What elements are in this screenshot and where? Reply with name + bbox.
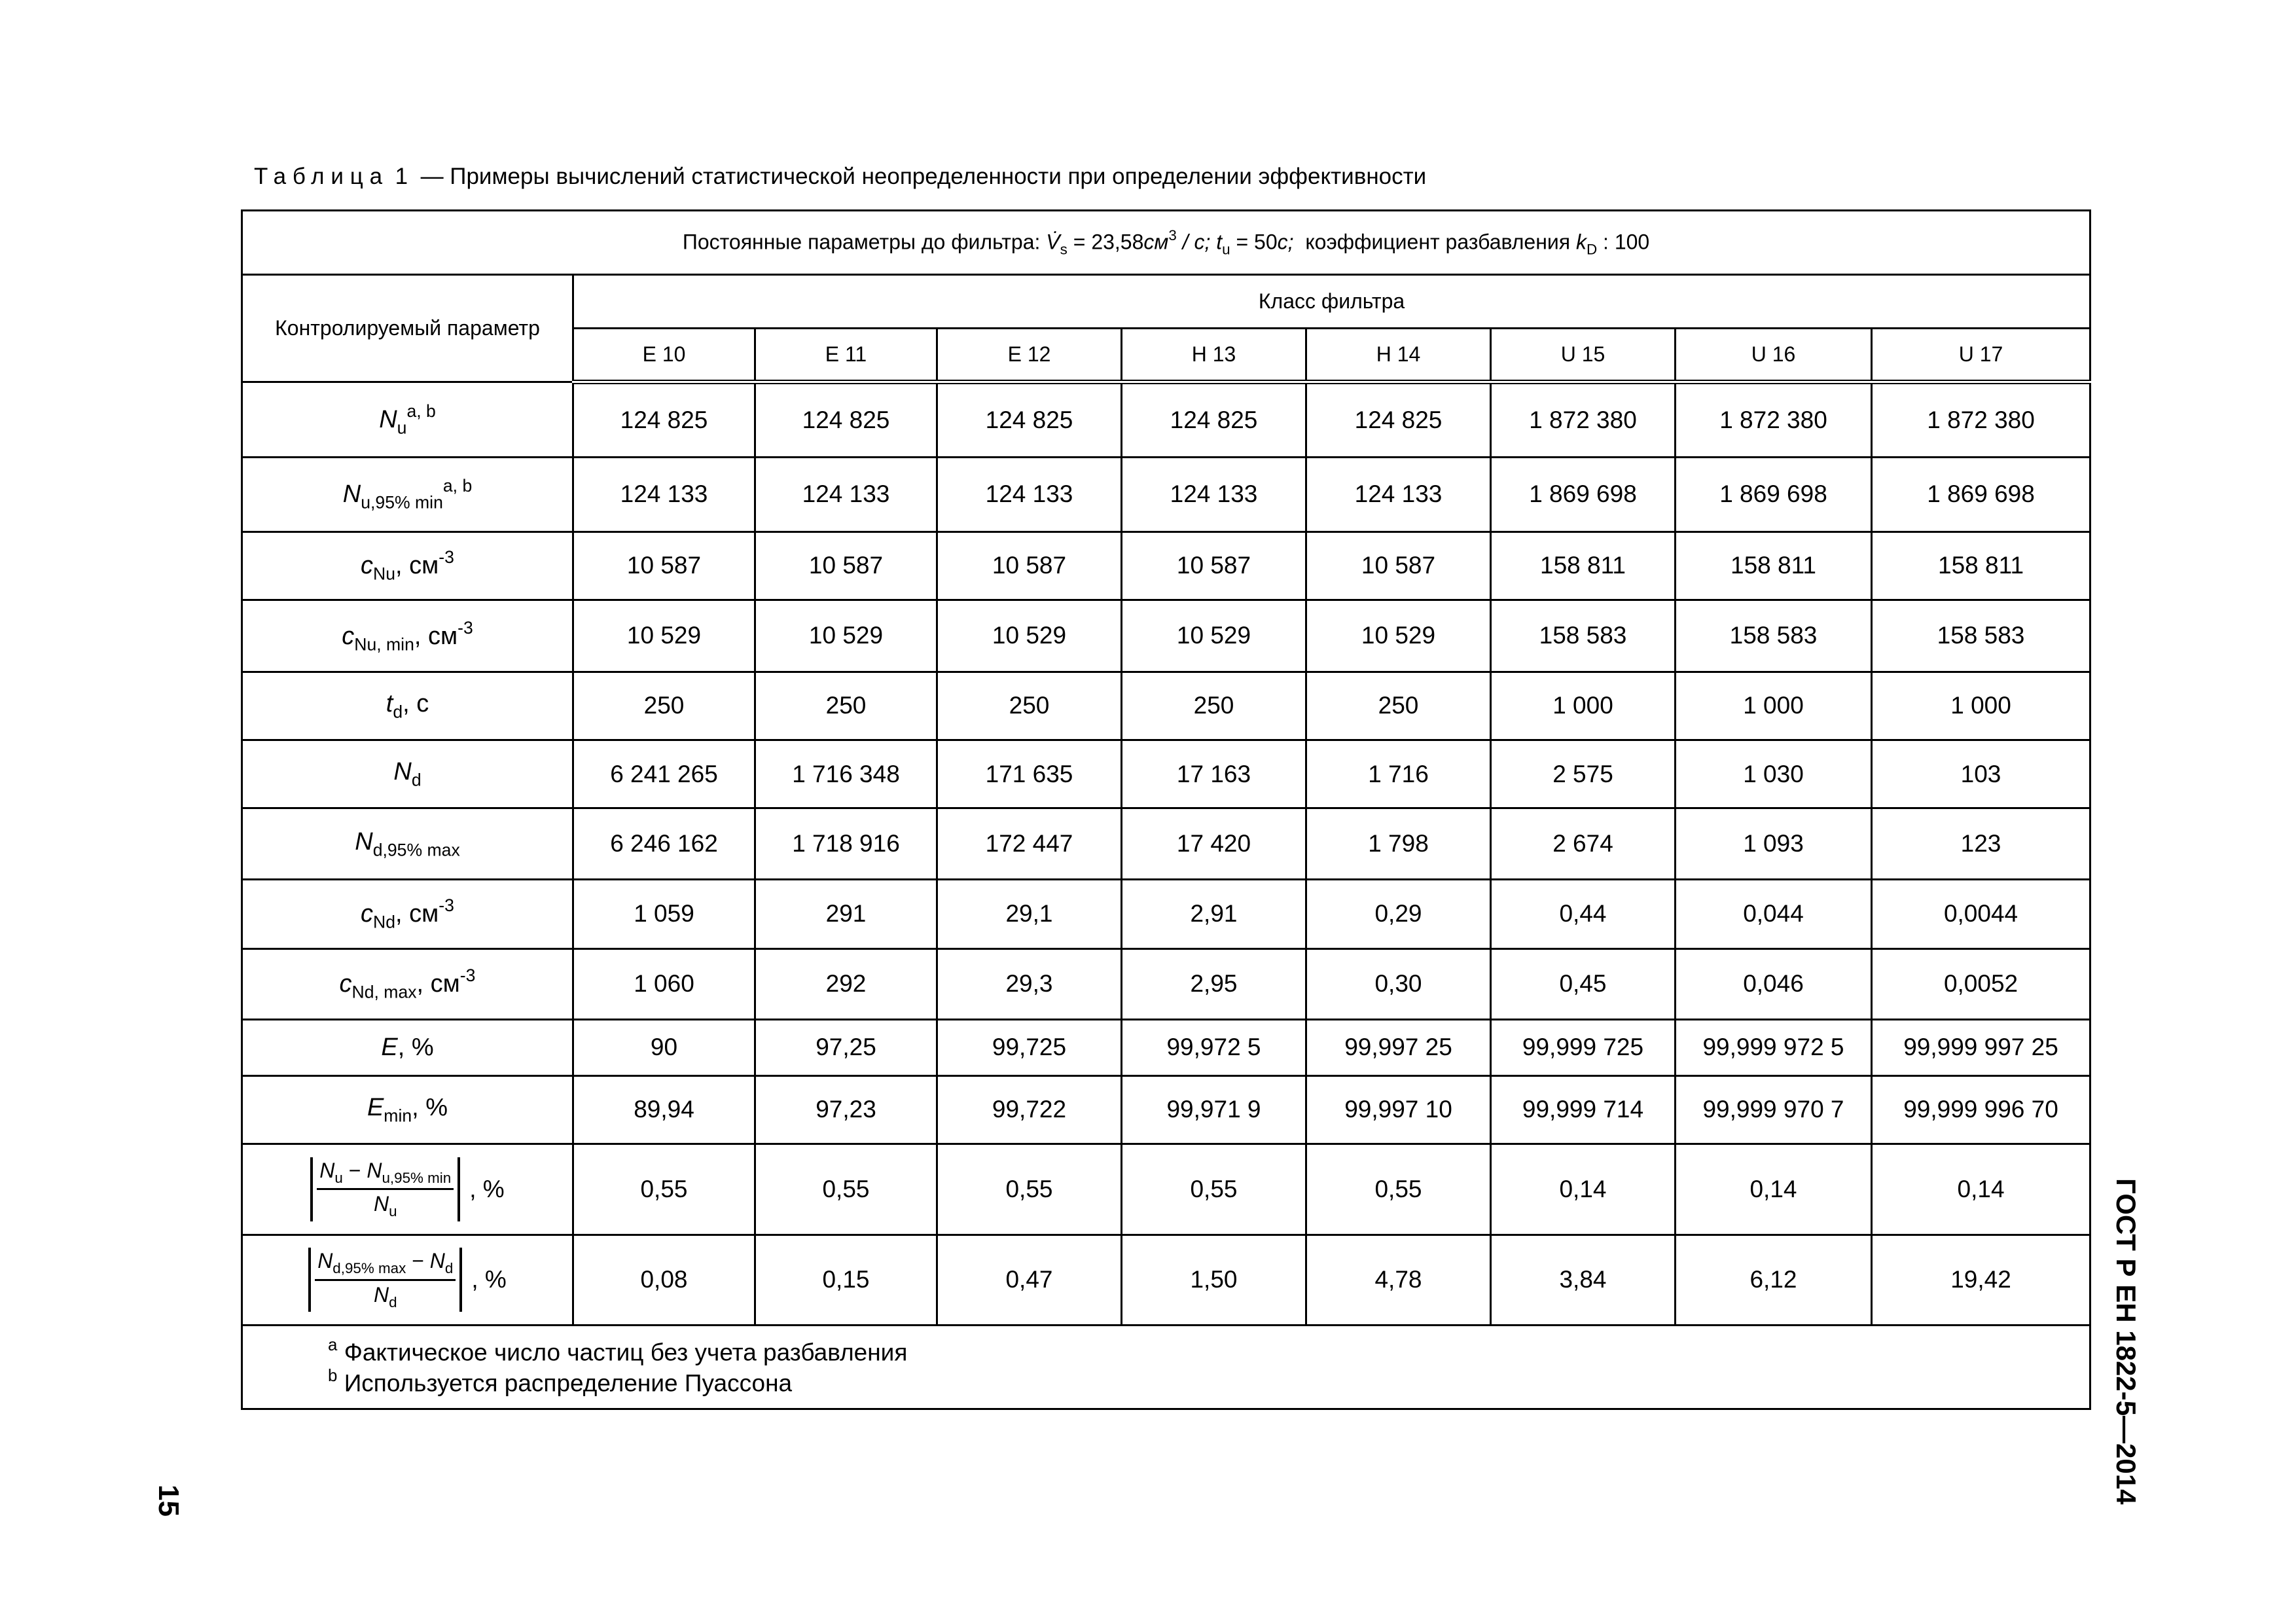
class-e11: E 11 xyxy=(755,329,937,382)
table-cell: 0,55 xyxy=(1306,1144,1491,1235)
row-subscript: Nu, min xyxy=(354,634,414,654)
ratio-fraction xyxy=(315,1249,456,1310)
row-label-cell xyxy=(242,532,573,600)
table-cell: 0,044 xyxy=(1676,879,1872,948)
table-cell: 1 093 xyxy=(1676,808,1872,879)
row-footnote-ref: a, b xyxy=(442,476,473,496)
footnote-a xyxy=(328,1336,2089,1367)
table-caption xyxy=(254,164,1426,190)
row-unit: , % xyxy=(397,1033,434,1061)
table-cell: 1,50 xyxy=(1122,1235,1306,1325)
row-subscript: d,95% max xyxy=(372,839,460,859)
table-cell: 1 030 xyxy=(1676,740,1872,808)
table-cell: 17 420 xyxy=(1122,808,1306,879)
caption-number: 1 xyxy=(395,164,414,189)
row-unit: , см xyxy=(416,970,460,998)
row-label xyxy=(361,895,454,932)
table-cell: 250 xyxy=(755,672,937,740)
table-cell: 250 xyxy=(1306,672,1491,740)
table-cell: 10 529 xyxy=(755,600,937,672)
table-cell: 1 872 380 xyxy=(1676,382,1872,457)
row-label xyxy=(342,476,473,513)
t-sub: u xyxy=(1222,241,1230,258)
row-symbol: E xyxy=(381,1033,398,1061)
abs-bar-right xyxy=(459,1248,462,1312)
abs-bar-right xyxy=(457,1157,460,1221)
table-cell: 0,55 xyxy=(1122,1144,1306,1235)
footnote-b-mark: b xyxy=(328,1367,338,1386)
table-row xyxy=(242,1076,2090,1144)
row-subscript: u xyxy=(397,418,407,438)
row-symbol: c xyxy=(361,552,374,580)
table-cell: 6,12 xyxy=(1676,1235,1872,1325)
row-label-cell xyxy=(242,948,573,1019)
table-cell: 99,999 725 xyxy=(1491,1019,1676,1075)
table-cell: 99,997 10 xyxy=(1306,1076,1491,1144)
row-label-cell xyxy=(242,808,573,879)
table-cell: 1 718 916 xyxy=(755,808,937,879)
row-symbol: c xyxy=(339,970,352,998)
row-label-cell xyxy=(242,1019,573,1075)
class-u16: U 16 xyxy=(1676,329,1872,382)
class-h14: H 14 xyxy=(1306,329,1491,382)
row-label xyxy=(355,827,460,859)
table-cell: 99,999 972 5 xyxy=(1676,1019,1872,1075)
ratio-unit: , % xyxy=(469,1175,505,1202)
k-symbol: k xyxy=(1575,230,1587,254)
table-cell: 99,999 996 70 xyxy=(1872,1076,2090,1144)
table-cell: 10 587 xyxy=(573,532,755,600)
table-cell: 2 575 xyxy=(1491,740,1676,808)
table-cell: 97,25 xyxy=(755,1019,937,1075)
table-row xyxy=(242,382,2090,457)
row-unit: , с xyxy=(403,690,429,718)
param-header: Контролируемый параметр xyxy=(242,275,573,382)
table-cell: 89,94 xyxy=(573,1076,755,1144)
ratio-formula xyxy=(308,1248,507,1312)
t-symbol: t xyxy=(1216,230,1223,254)
t-unit: с; xyxy=(1277,230,1294,254)
table-cell: 0,15 xyxy=(755,1235,937,1325)
table-cell: 1 872 380 xyxy=(1872,382,2090,457)
v-unit: см xyxy=(1143,230,1169,254)
table-cell: 0,55 xyxy=(573,1144,755,1235)
table-cell: 124 825 xyxy=(573,382,755,457)
efficiency-table xyxy=(241,209,2091,1410)
table-cell: 0,55 xyxy=(937,1144,1122,1235)
ratio-numerator xyxy=(315,1249,456,1281)
table-cell: 250 xyxy=(573,672,755,740)
row-label-cell xyxy=(242,600,573,672)
table-cell: 99,722 xyxy=(937,1076,1122,1144)
row-unit: , см xyxy=(395,900,439,928)
table-cell: 103 xyxy=(1872,740,2090,808)
row-subscript: Nd xyxy=(373,912,396,932)
row-subscript: d xyxy=(393,702,403,722)
table-cell: 99,997 25 xyxy=(1306,1019,1491,1075)
table-cell: 99,999 970 7 xyxy=(1676,1076,1872,1144)
row-label-cell xyxy=(242,382,573,457)
row-subscript: u,95% min xyxy=(361,492,443,513)
class-u15: U 15 xyxy=(1491,329,1676,382)
class-header: Класс фильтра xyxy=(573,275,2090,329)
ratio-formula xyxy=(310,1157,504,1221)
row-unit-exponent: -3 xyxy=(459,965,476,986)
row-subscript: Nu xyxy=(373,564,396,584)
table-row xyxy=(242,948,2090,1019)
table-row xyxy=(242,600,2090,672)
table-footnotes xyxy=(242,1325,2090,1409)
caption-word: Таблица xyxy=(254,164,389,189)
table-row xyxy=(242,808,2090,879)
caption-text: — Примеры вычислений статистической неопределенности при определении эффективности xyxy=(420,164,1427,189)
row-label-cell xyxy=(242,1076,573,1144)
row-symbol: c xyxy=(361,900,374,928)
abs-bar-left xyxy=(308,1248,311,1312)
table-cell: 0,44 xyxy=(1491,879,1676,948)
table-cell: 1 059 xyxy=(573,879,755,948)
row-label-cell xyxy=(242,1235,573,1325)
denominator-symbol: N xyxy=(373,1192,389,1216)
table-body xyxy=(242,382,2090,1144)
row-label xyxy=(393,758,422,790)
table-cell: 99,972 5 xyxy=(1122,1019,1306,1075)
table-cell: 2,95 xyxy=(1122,948,1306,1019)
table-cell: 0,08 xyxy=(573,1235,755,1325)
row-label xyxy=(367,1094,448,1126)
row-label xyxy=(342,617,473,654)
table-cell: 29,3 xyxy=(937,948,1122,1019)
table-cell: 158 583 xyxy=(1872,600,2090,672)
table-cell: 250 xyxy=(937,672,1122,740)
table-cell: 0,046 xyxy=(1676,948,1872,1019)
row-unit-exponent: -3 xyxy=(439,895,454,916)
numerator-sub-a: d,95% max xyxy=(332,1259,406,1276)
table-cell: 1 869 698 xyxy=(1491,457,1676,532)
table-cell: 0,45 xyxy=(1491,948,1676,1019)
table-cell: 4,78 xyxy=(1306,1235,1491,1325)
row-label xyxy=(386,690,429,722)
v-sub: s xyxy=(1060,241,1067,258)
dilution-label: коэффициент разбавления xyxy=(1305,230,1571,254)
k-sub: D xyxy=(1586,241,1598,258)
table-cell: 10 587 xyxy=(1306,532,1491,600)
table-cell: 19,42 xyxy=(1872,1235,2090,1325)
row-unit-exponent: -3 xyxy=(457,617,473,638)
row-symbol: E xyxy=(367,1094,384,1122)
v-symbol: V̇ xyxy=(1046,230,1060,254)
table-cell: 0,29 xyxy=(1306,879,1491,948)
table-cell: 6 241 265 xyxy=(573,740,755,808)
ratio-denominator xyxy=(374,1190,397,1220)
standard-designation: ГОСТ Р ЕН 1822-5—2014 xyxy=(2111,1178,2142,1505)
row-label xyxy=(379,401,436,438)
table-cell: 124 825 xyxy=(1306,382,1491,457)
table-cell: 90 xyxy=(573,1019,755,1075)
table-cell: 17 163 xyxy=(1122,740,1306,808)
table-cell: 1 716 348 xyxy=(755,740,937,808)
ratio-numerator xyxy=(317,1159,454,1191)
table-row xyxy=(242,457,2090,532)
table-cell: 291 xyxy=(755,879,937,948)
row-symbol: N xyxy=(379,406,397,434)
table-cell: 124 133 xyxy=(1306,457,1491,532)
denominator-sub: u xyxy=(389,1203,397,1220)
params-prefix: Постоянные параметры до фильтра: xyxy=(682,230,1041,254)
table-cell: 158 583 xyxy=(1676,600,1872,672)
table-cell: 99,725 xyxy=(937,1019,1122,1075)
table-cell: 158 811 xyxy=(1676,532,1872,600)
row-label-cell xyxy=(242,457,573,532)
table-cell: 124 133 xyxy=(755,457,937,532)
table-cell: 29,1 xyxy=(937,879,1122,948)
table-cell: 99,999 714 xyxy=(1491,1076,1676,1144)
class-h13: H 13 xyxy=(1122,329,1306,382)
table-cell: 1 872 380 xyxy=(1491,382,1676,457)
class-u17: U 17 xyxy=(1872,329,2090,382)
table-cell: 3,84 xyxy=(1491,1235,1676,1325)
table-cell: 99,999 997 25 xyxy=(1872,1019,2090,1075)
table-cell: 10 587 xyxy=(755,532,937,600)
ratio-denominator xyxy=(374,1281,397,1311)
numerator-sub-b: d xyxy=(444,1259,454,1276)
table-cell: 10 529 xyxy=(937,600,1122,672)
table-cell: 2 674 xyxy=(1491,808,1676,879)
row-symbol: N xyxy=(393,758,412,786)
row-label xyxy=(339,965,476,1002)
table-cell: 171 635 xyxy=(937,740,1122,808)
row-unit: , % xyxy=(412,1094,448,1122)
row-subscript: min xyxy=(384,1106,412,1126)
row-footnote-ref: a, b xyxy=(406,401,436,422)
table-ratio-body xyxy=(242,1144,2090,1325)
table-cell: 6 246 162 xyxy=(573,808,755,879)
k-value: : 100 xyxy=(1603,230,1650,254)
table-cell: 0,0044 xyxy=(1872,879,2090,948)
abs-bar-left xyxy=(310,1157,313,1221)
numerator-sub-b: u,95% min xyxy=(382,1169,452,1186)
table-cell: 123 xyxy=(1872,808,2090,879)
table-cell: 1 798 xyxy=(1306,808,1491,879)
row-symbol: N xyxy=(355,827,373,856)
footnote-a-mark: a xyxy=(328,1336,338,1355)
numerator-sub-a: u xyxy=(334,1169,343,1186)
page-number: 15 xyxy=(152,1485,185,1517)
table-cell: 1 000 xyxy=(1676,672,1872,740)
v-unit-tail: / с; xyxy=(1182,230,1211,254)
t-value: = 50 xyxy=(1236,230,1278,254)
table-row xyxy=(242,1235,2090,1325)
table-cell: 10 529 xyxy=(1306,600,1491,672)
table-row xyxy=(242,879,2090,948)
constant-params-row xyxy=(242,211,2090,275)
numerator-symbol-a: N xyxy=(317,1249,333,1273)
table-cell: 1 716 xyxy=(1306,740,1491,808)
table-cell: 1 000 xyxy=(1491,672,1676,740)
row-symbol: c xyxy=(342,622,355,650)
table-cell: 124 825 xyxy=(937,382,1122,457)
footnote-b-text: Используется распределение Пуассона xyxy=(344,1369,793,1397)
class-e10: E 10 xyxy=(573,329,755,382)
table-cell: 0,55 xyxy=(755,1144,937,1235)
denominator-symbol: N xyxy=(373,1282,389,1307)
table-cell: 158 583 xyxy=(1491,600,1676,672)
table-cell: 1 000 xyxy=(1872,672,2090,740)
table-row xyxy=(242,1144,2090,1235)
row-symbol: N xyxy=(342,480,361,509)
row-unit: , см xyxy=(414,622,458,650)
table-row xyxy=(242,532,2090,600)
numerator-symbol-b: N xyxy=(367,1158,382,1182)
table-cell: 10 587 xyxy=(1122,532,1306,600)
table-cell: 10 529 xyxy=(573,600,755,672)
table-row xyxy=(242,740,2090,808)
ratio-unit: , % xyxy=(471,1265,507,1293)
table-cell: 97,23 xyxy=(755,1076,937,1144)
table-cell: 1 869 698 xyxy=(1676,457,1872,532)
table-cell: 0,47 xyxy=(937,1235,1122,1325)
row-subscript: d xyxy=(411,770,422,790)
table-cell: 0,14 xyxy=(1676,1144,1872,1235)
table-cell: 0,30 xyxy=(1306,948,1491,1019)
v-unit-exp: 3 xyxy=(1168,227,1177,244)
row-unit: , см xyxy=(395,552,439,580)
table-cell: 124 133 xyxy=(937,457,1122,532)
ratio-fraction xyxy=(317,1159,454,1220)
table-cell: 158 811 xyxy=(1872,532,2090,600)
table-cell: 0,0052 xyxy=(1872,948,2090,1019)
table-row xyxy=(242,1019,2090,1075)
table-cell: 0,14 xyxy=(1872,1144,2090,1235)
table-cell: 172 447 xyxy=(937,808,1122,879)
minus-sign: − xyxy=(348,1158,361,1182)
row-label-cell xyxy=(242,1144,573,1235)
table-cell: 0,14 xyxy=(1491,1144,1676,1235)
numerator-symbol-a: N xyxy=(319,1158,335,1182)
table-cell: 10 529 xyxy=(1122,600,1306,672)
table-cell: 124 133 xyxy=(573,457,755,532)
denominator-sub: d xyxy=(389,1293,397,1310)
class-e12: E 12 xyxy=(937,329,1122,382)
table-cell: 1 869 698 xyxy=(1872,457,2090,532)
table-row xyxy=(242,672,2090,740)
row-subscript: Nd, max xyxy=(351,982,417,1002)
row-label xyxy=(361,547,454,584)
footnote-b xyxy=(328,1367,2089,1398)
row-label-cell xyxy=(242,740,573,808)
v-value: = 23,58 xyxy=(1073,230,1144,254)
row-label xyxy=(381,1034,433,1061)
table-cell: 292 xyxy=(755,948,937,1019)
row-label-cell xyxy=(242,672,573,740)
table-cell: 158 811 xyxy=(1491,532,1676,600)
table-cell: 124 133 xyxy=(1122,457,1306,532)
footnote-a-text: Фактическое число частиц без учета разбавления xyxy=(344,1339,908,1366)
numerator-symbol-b: N xyxy=(429,1249,445,1273)
row-label-cell xyxy=(242,879,573,948)
table-cell: 2,91 xyxy=(1122,879,1306,948)
row-symbol: t xyxy=(386,690,393,718)
table-cell: 99,971 9 xyxy=(1122,1076,1306,1144)
table-cell: 124 825 xyxy=(755,382,937,457)
table-cell: 250 xyxy=(1122,672,1306,740)
table-cell: 1 060 xyxy=(573,948,755,1019)
table-cell: 10 587 xyxy=(937,532,1122,600)
row-unit-exponent: -3 xyxy=(439,547,454,568)
minus-sign: − xyxy=(412,1249,424,1273)
table-cell: 124 825 xyxy=(1122,382,1306,457)
